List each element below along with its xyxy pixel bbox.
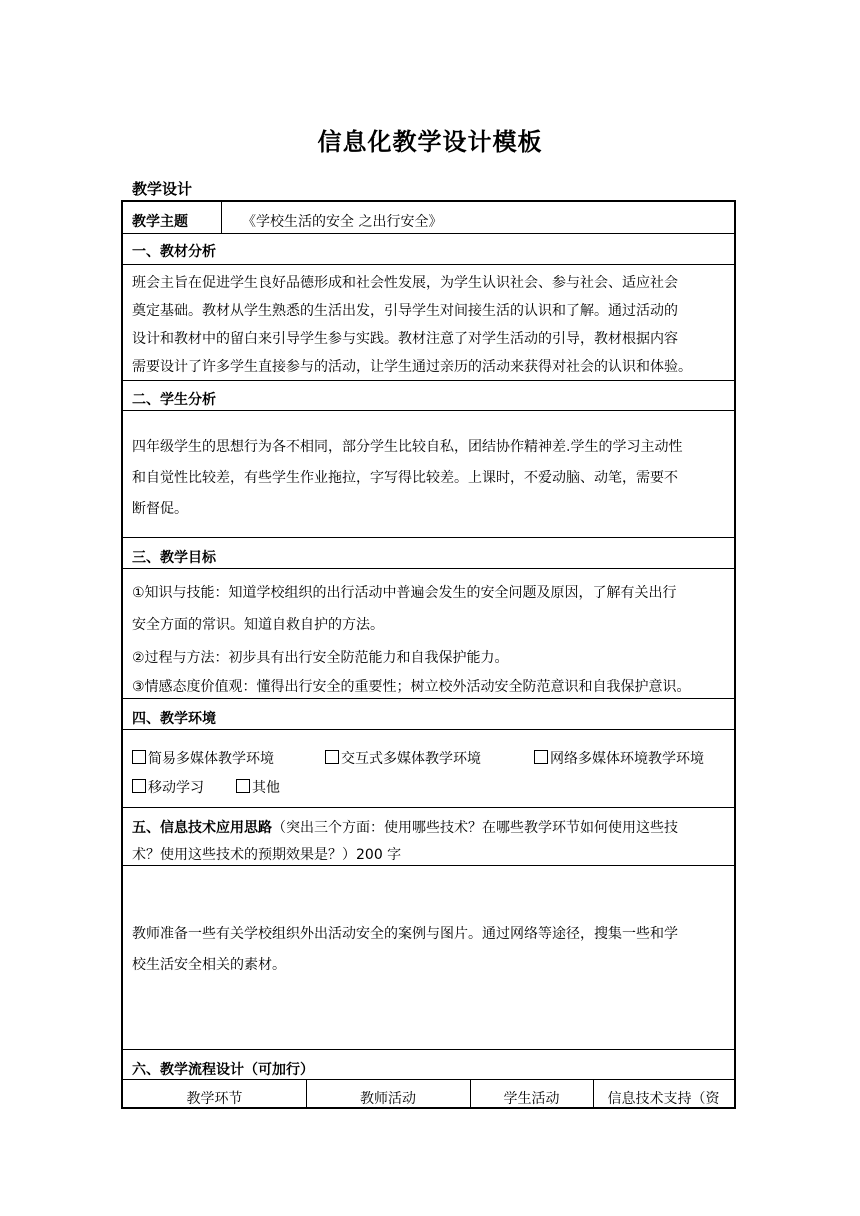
material-heading: 一、教材分析 — [132, 244, 216, 260]
students-heading: 二、学生分析 — [132, 392, 216, 408]
flow-heading: 六、教学流程设计（可加行） — [132, 1062, 314, 1078]
section-label: 教学设计 — [132, 180, 193, 198]
theme-value: 《学校生活的安全 之出行安全》 — [242, 214, 443, 230]
text-line: 需要设计了许多学生直接参与的活动，让学生通过亲历的活动来获得对社会的认识和体验。 — [132, 359, 692, 375]
text-line: 设计和教材中的留白来引导学生参与实践。教材注意了对学生活动的引导，教材根据内容 — [132, 331, 678, 347]
text-line: 班会主旨在促进学生良好品德形成和社会性发展，为学生认识社会、参与社会、适应社会 — [132, 275, 678, 291]
goal-line: ③情感态度价值观：懂得出行安全的重要性；树立校外活动安全防范意识和自我保护意识。 — [132, 679, 691, 695]
checkbox-icon[interactable] — [325, 750, 339, 764]
tech-heading: 五、信息技术应用思路 — [132, 820, 272, 836]
tech-note: （突出三个方面：使用哪些技术？在哪些教学环节如何使用这些技 — [272, 820, 678, 836]
row-divider — [123, 410, 734, 411]
checkbox-icon[interactable] — [132, 779, 146, 793]
env-option-interactive[interactable]: 交互式多媒体教学环境 — [325, 748, 481, 768]
env-option-other[interactable]: 其他 — [236, 777, 280, 797]
row-divider — [123, 233, 734, 234]
env-option-mobile[interactable]: 移动学习 — [132, 777, 204, 797]
material-text — [132, 269, 732, 381]
row-divider — [123, 807, 734, 808]
tech-heading-line — [132, 817, 678, 837]
env-option-network[interactable]: 网络多媒体环境教学环境 — [534, 748, 704, 768]
goal-line: 安全方面的常识。知道自救自护的方法。 — [132, 617, 384, 633]
checkbox-icon[interactable] — [236, 779, 250, 793]
tech-text-line: 校生活安全相关的素材。 — [132, 957, 286, 973]
goal-line: ①知识与技能：知道学校组织的出行活动中普遍会发生的安全问题及原因，了解有关出行 — [132, 585, 677, 601]
row-divider — [123, 568, 734, 569]
goals-heading: 三、教学目标 — [132, 550, 216, 566]
column-divider — [221, 202, 222, 233]
row-divider — [123, 1049, 734, 1050]
flow-column-header: 教师活动 — [360, 1091, 416, 1107]
theme-label: 教学主题 — [132, 214, 188, 230]
text-line: 奠定基础。教材从学生熟悉的生活出发，引导学生对间接生活的认识和了解。通过活动的 — [132, 303, 678, 319]
row-divider — [123, 1079, 734, 1080]
row-divider — [123, 865, 734, 866]
checkbox-icon[interactable] — [132, 750, 146, 764]
row-divider — [123, 264, 734, 265]
environment-heading: 四、教学环境 — [132, 711, 216, 727]
document-title: 信息化教学设计模板 — [317, 128, 543, 156]
row-divider — [123, 729, 734, 730]
flow-column-header: 教学环节 — [186, 1091, 243, 1107]
students-text — [132, 432, 732, 525]
flow-column-header: 信息技术支持（资 — [607, 1091, 720, 1107]
checkbox-icon[interactable] — [534, 750, 548, 764]
tech-text-line: 教师准备一些有关学校组织外出活动安全的案例与图片。通过网络等途径，搜集一些和学 — [132, 926, 678, 942]
text-line: 断督促。 — [132, 501, 188, 517]
design-table — [121, 200, 736, 1109]
flow-column-header: 学生活动 — [503, 1091, 560, 1107]
tech-note-line2: 术？使用这些技术的预期效果是？）200 字 — [132, 847, 402, 863]
text-line: 四年级学生的思想行为各不相同，部分学生比较自私，团结协作精神差.学生的学习主动性 — [132, 439, 683, 455]
row-divider — [123, 537, 734, 538]
row-divider — [123, 698, 734, 699]
goal-line: ②过程与方法：初步具有出行安全防范能力和自我保护能力。 — [132, 650, 509, 666]
text-line: 和自觉性比较差，有些学生作业拖拉，字写得比较差。上课时，不爱动脑、动笔，需要不 — [132, 470, 678, 486]
env-option-simple[interactable]: 简易多媒体教学环境 — [132, 748, 274, 768]
